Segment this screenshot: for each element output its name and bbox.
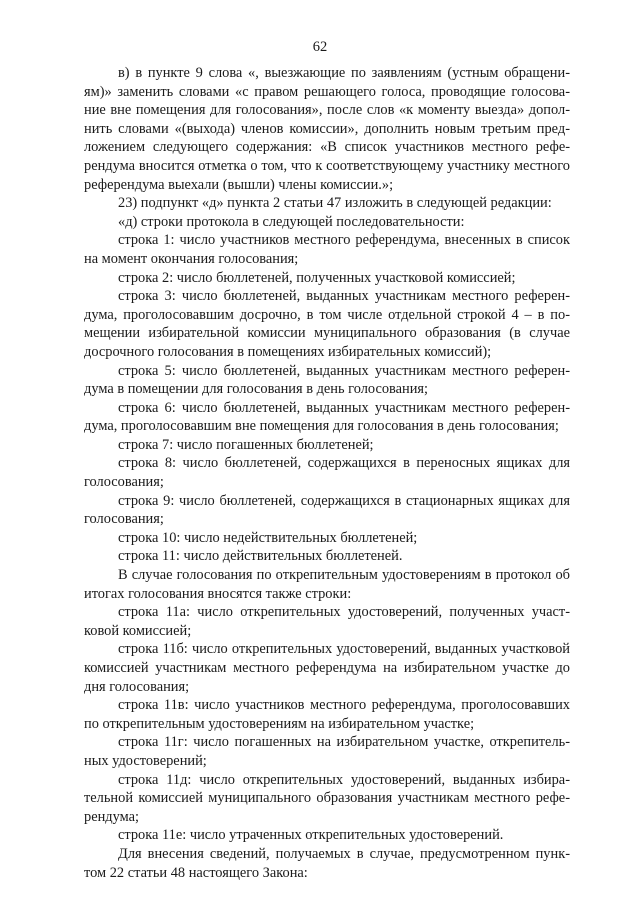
document-body (84, 64, 570, 882)
paragraph: 23) подпункт «д» пункта 2 статьи 47 изложить в следующей редакции: (118, 195, 552, 212)
paragraph: строка 11б: число открепительных удостоверений, выданных участковой комиссией участникам местного референдума на избирательном участке до дня голосования; (84, 641, 570, 695)
paragraph: строка 9: число бюллетеней, содержащихся в стационарных ящиках для голосования; (84, 492, 570, 528)
paragraph: строка 7: число погашенных бюллетеней; (118, 436, 374, 453)
paragraph: строка 1: число участников местного референдума, внесенных в список на момент окончания голосования; (84, 232, 570, 267)
paragraph: строка 10: число недействительных бюллетеней; (118, 529, 418, 546)
paragraph: строка 6: число бюллетеней, выданных участникам местного референдума, проголосовавшим вне помещения для голосования в день голосования; (84, 399, 570, 435)
paragraph: строка 11в: число участников местного референдума, проголосовавших по открепительным удостоверениям на избирательном участке; (84, 697, 570, 732)
paragraph: Для внесения сведений, получаемых в случае, предусмотренном пунктом 22 статьи 48 настоящего Закона: (84, 845, 570, 881)
paragraph: строка 8: число бюллетеней, содержащихся в переносных ящиках для голосования; (84, 455, 570, 491)
paragraph: строка 2: число бюллетеней, полученных участковой комиссией; (118, 269, 516, 286)
paragraph: строка 5: число бюллетеней, выданных участникам местного референдума в помещении для голосования в день голосования; (84, 362, 570, 398)
paragraph: «д) строки протокола в следующей последовательности: (118, 213, 465, 230)
paragraph: строка 11е: число утраченных открепительных удостоверений. (118, 827, 504, 844)
paragraph: строка 11д: число открепительных удостоверений, выданных избирательной комиссией муниципального образования участникам местного референдума; (84, 771, 570, 825)
paragraph: строка 11а: число открепительных удостоверений, полученных участковой комиссией; (84, 604, 570, 639)
page-number: 62 (312, 39, 328, 55)
paragraph: В случае голосования по открепительным удостоверениям в протокол об итогах голосования вносятся также строки: (84, 567, 570, 602)
paragraph: строка 11: число действительных бюллетеней. (118, 548, 403, 565)
paragraph: в) в пункте 9 слова «, выезжающие по заявлениям (устным обращениям)» заменить словами «с правом решающего голоса, проводящие голосование вне помещения для голосования», после слов «к моменту выезда» дополнить словами «(выхода) членов комиссии», дополнить новым третьим предложением следующего содержания: «В список участников местного референдума вносится отметка о том, что к соответствующему участнику местного референдума выехали (вышли) члены комиссии.»; (84, 65, 570, 193)
paragraph: строка 11г: число погашенных на избирательном участке, открепительных удостоверений; (84, 734, 570, 769)
paragraph: строка 3: число бюллетеней, выданных участникам местного референдума, проголосовавшим досрочно, в том числе отдельной строкой 4 – в помещении избирательной комиссии муниципального образования (в случае досрочного голосования в помещениях избирательных комиссий); (84, 288, 570, 360)
